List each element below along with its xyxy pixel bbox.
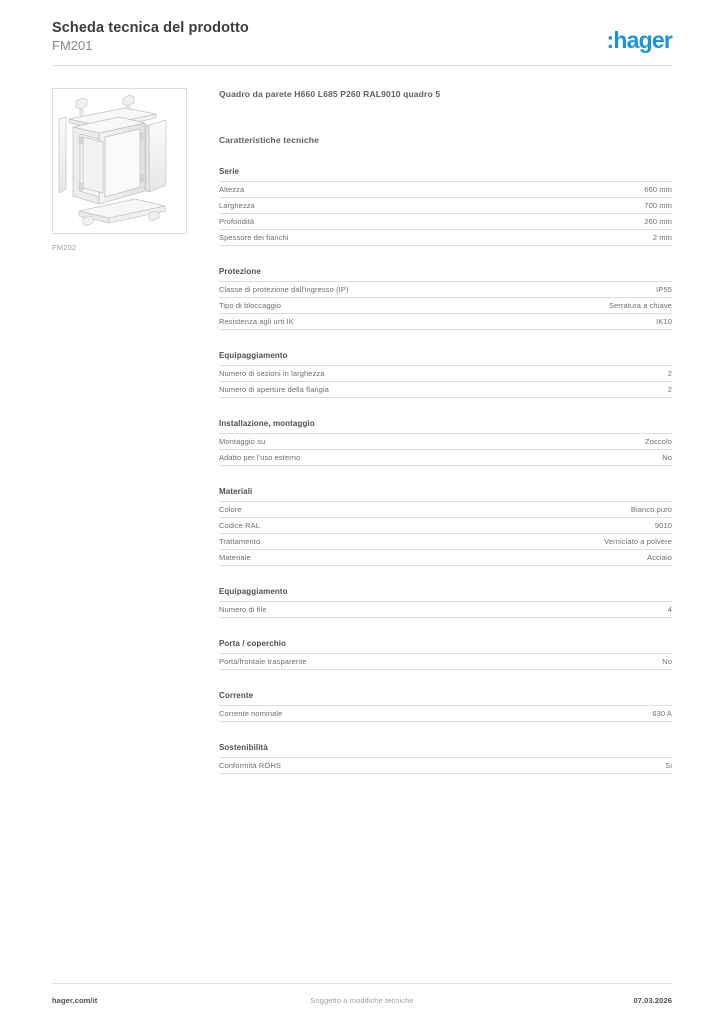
spec-group [219, 418, 672, 466]
table-row [219, 298, 672, 314]
footer-date: 07.03.2026 [633, 996, 672, 1005]
spec-value: 2 mm [652, 232, 672, 242]
table-row [219, 214, 672, 230]
spec-value: 260 mm [644, 216, 672, 226]
spec-label: Colore [219, 504, 242, 514]
table-row [219, 518, 672, 534]
table-row [219, 706, 672, 722]
spec-group-title: Equipaggiamento [219, 351, 288, 360]
spec-group [219, 742, 672, 774]
table-row [219, 550, 672, 566]
spec-value: IK10 [656, 316, 672, 326]
spec-label: Materiale [219, 552, 251, 562]
header-divider [52, 65, 672, 66]
product-image [52, 88, 187, 234]
spec-group [219, 638, 672, 670]
spec-label: Altezza [219, 184, 245, 194]
technical-characteristics-heading: Caratteristiche tecniche [219, 135, 319, 145]
spec-group-title: Serie [219, 167, 240, 176]
spec-label: Classe di protezione dall'ingresso (IP) [219, 284, 349, 294]
footer-disclaimer: Soggetto a modifiche tecniche [310, 996, 414, 1005]
spec-label: Numero di aperture della flangia [219, 384, 329, 394]
spec-group [219, 486, 672, 566]
spec-table [219, 181, 672, 246]
spec-value: IP55 [656, 284, 672, 294]
spec-groups [219, 166, 672, 774]
spec-label: Porta/frontale trasparente [219, 656, 307, 666]
footer-website-link[interactable]: hager.com/it [52, 996, 98, 1005]
spec-table [219, 705, 672, 722]
table-row [219, 366, 672, 382]
spec-value: 660 mm [644, 184, 672, 194]
spec-value: 4 [667, 604, 672, 614]
table-row [219, 758, 672, 774]
spec-group [219, 690, 672, 722]
spec-group [219, 350, 672, 398]
spec-value: 630 A [652, 708, 672, 718]
spec-value: Bianco puro [630, 504, 672, 514]
table-row [219, 230, 672, 246]
product-reference: FM201 [52, 38, 93, 53]
spec-label: Resistenza agli urti IK [219, 316, 294, 326]
spec-table [219, 653, 672, 670]
hager-logo: :hager [606, 27, 672, 53]
spec-label: Numero di sezioni in larghezza [219, 368, 325, 378]
spec-label: Montaggio su [219, 436, 266, 446]
spec-table [219, 365, 672, 398]
spec-label: Numero di file [219, 604, 267, 614]
spec-group-title: Materiali [219, 487, 253, 496]
spec-value: Verniciato a polvere [604, 536, 672, 546]
table-row [219, 502, 672, 518]
spec-value: Acciaio [647, 552, 672, 562]
spec-label: Tipo di bloccaggio [219, 300, 281, 310]
product-figure [52, 88, 189, 252]
table-row [219, 314, 672, 330]
spec-group [219, 166, 672, 246]
spec-group [219, 266, 672, 330]
spec-label: Profondità [219, 216, 255, 226]
spec-value: 2 [667, 384, 672, 394]
spec-group [219, 586, 672, 618]
spec-table [219, 433, 672, 466]
table-row [219, 434, 672, 450]
spec-table [219, 601, 672, 618]
table-row [219, 282, 672, 298]
table-row [219, 654, 672, 670]
spec-group-title: Corrente [219, 691, 254, 700]
spec-value: No [662, 452, 672, 462]
spec-table [219, 281, 672, 330]
spec-value: Serratura a chiave [608, 300, 672, 310]
spec-label: Spessore dei fianchi [219, 232, 289, 242]
specifications-column [219, 88, 672, 774]
table-row [219, 198, 672, 214]
table-row [219, 382, 672, 398]
spec-group-title: Sostenibilità [219, 743, 268, 752]
spec-group-title: Installazione, montaggio [219, 419, 315, 428]
page-footer [52, 996, 672, 1010]
spec-label: Larghezza [219, 200, 255, 210]
table-row [219, 450, 672, 466]
spec-label: Conformità ROHS [219, 760, 281, 770]
spec-value: 700 mm [644, 200, 672, 210]
spec-label: Trattamento [219, 536, 261, 546]
spec-label: Codice RAL [219, 520, 261, 530]
spec-table [219, 501, 672, 566]
spec-label: Corrente nominale [219, 708, 283, 718]
footer-divider [52, 983, 672, 984]
enclosure-exploded-view-icon [53, 89, 186, 233]
spec-group-title: Porta / coperchio [219, 639, 287, 648]
table-row [219, 534, 672, 550]
page-title: Scheda tecnica del prodotto [52, 20, 249, 36]
spec-table [219, 757, 672, 774]
spec-value: Zoccolo [645, 436, 672, 446]
product-name: Quadro da parete H660 L685 P260 RAL9010 quadro 5 [219, 89, 441, 99]
spec-group-title: Protezione [219, 267, 261, 276]
table-row [219, 182, 672, 198]
product-image-caption: FM202 [52, 243, 77, 252]
spec-label: Adatto per l'uso esterno [219, 452, 301, 462]
page-header [52, 20, 672, 68]
spec-value: 2 [667, 368, 672, 378]
spec-group-title: Equipaggiamento [219, 587, 288, 596]
table-row [219, 602, 672, 618]
spec-value: 9010 [654, 520, 672, 530]
spec-value: Si [665, 760, 672, 770]
spec-value: No [662, 656, 672, 666]
